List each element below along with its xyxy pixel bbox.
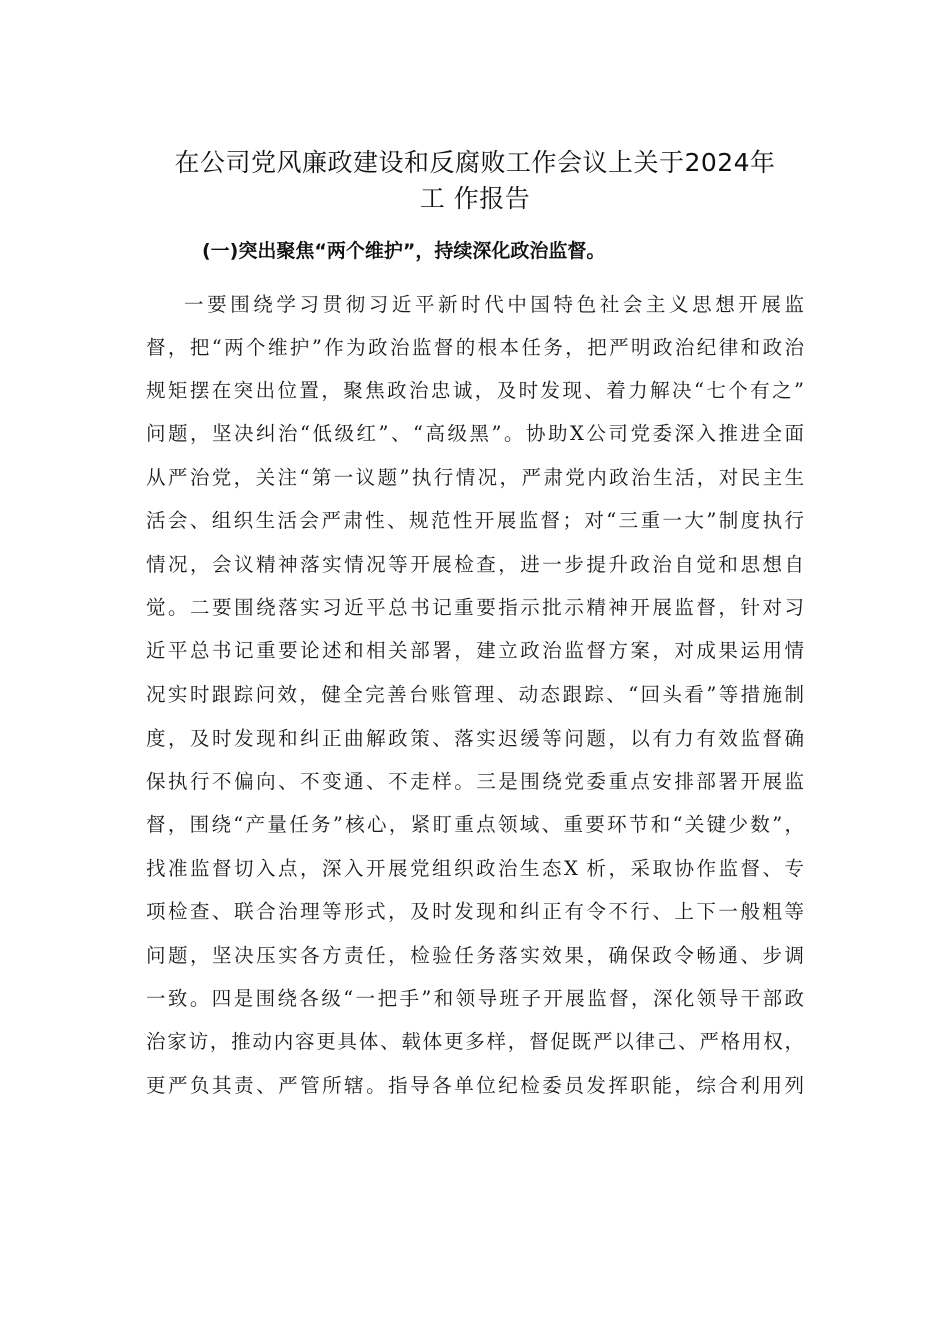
paragraph-line: 况实时跟踪问效，健全完善台账管理、动态跟踪、“回头看”等措施制 [146, 683, 804, 706]
document-title-line-1: 在公司党风廉政建设和反腐败工作会议上关于2024年 [174, 148, 776, 177]
paragraph-line: 一要围绕学习贯彻习近平新时代中国特色社会主义思想开展监 [184, 293, 804, 316]
paragraph-line: 近平总书记重要论述和相关部署，建立政治监督方案，对成果运用情 [146, 639, 804, 662]
paragraph-line: 觉。二要围绕落实习近平总书记重要指示批示精神开展监督，针对习 [146, 596, 804, 619]
paragraph-line: 度，及时发现和纠正曲解政策、落实迟缓等问题，以有力有效监督确 [146, 727, 804, 750]
section-heading: (一)突出聚焦“两个维护”，持续深化政治监督。 [202, 240, 606, 262]
paragraph-line: 督，把“两个维护”作为政治监督的根本任务，把严明政治纪律和政治 [146, 336, 804, 359]
paragraph-line: 找准监督切入点，深入开展党组织政治生态X 析，采取协作监督、专 [146, 857, 804, 880]
paragraph-line: 从严治党，关注“第一议题”执行情况，严肃党内政治生活，对民主生 [146, 466, 804, 489]
paragraph-line: 治家访，推动内容更具体、载体更多样，督促既严以律己、严格用权， [146, 1030, 804, 1053]
paragraph-line: 情况，会议精神落实情况等开展检查，进一步提升政治自觉和思想自 [146, 553, 804, 576]
paragraph-line: 一致。四是围绕各级“一把手”和领导班子开展监督，深化领导干部政 [146, 987, 804, 1010]
paragraph-line: 更严负其责、严管所辖。指导各单位纪检委员发挥职能，综合利用列 [146, 1074, 804, 1097]
paragraph-line: 项检查、联合治理等形式，及时发现和纠正有令不行、上下一般粗等 [146, 900, 804, 923]
paragraph-line: 督，围绕“产量任务”核心，紧盯重点领域、重要环节和“关键少数”， [146, 813, 804, 836]
document-title-line-2: 工 作报告 [419, 184, 531, 213]
paragraph-line: 保执行不偏向、不变通、不走样。三是围绕党委重点安排部署开展监 [146, 770, 804, 793]
paragraph-line: 活会、组织生活会严肃性、规范性开展监督；对“三重一大”制度执行 [146, 509, 804, 532]
paragraph-line: 问题，坚决纠治“低级红”、“高级黑”。协助X公司党委深入推进全面 [146, 422, 804, 445]
paragraph-line: 规矩摆在突出位置，聚焦政治忠诚，及时发现、着力解决“七个有之” [146, 379, 804, 402]
paragraph-line: 问题，坚决压实各方责任，检验任务落实效果，确保政令畅通、步调 [146, 944, 804, 967]
